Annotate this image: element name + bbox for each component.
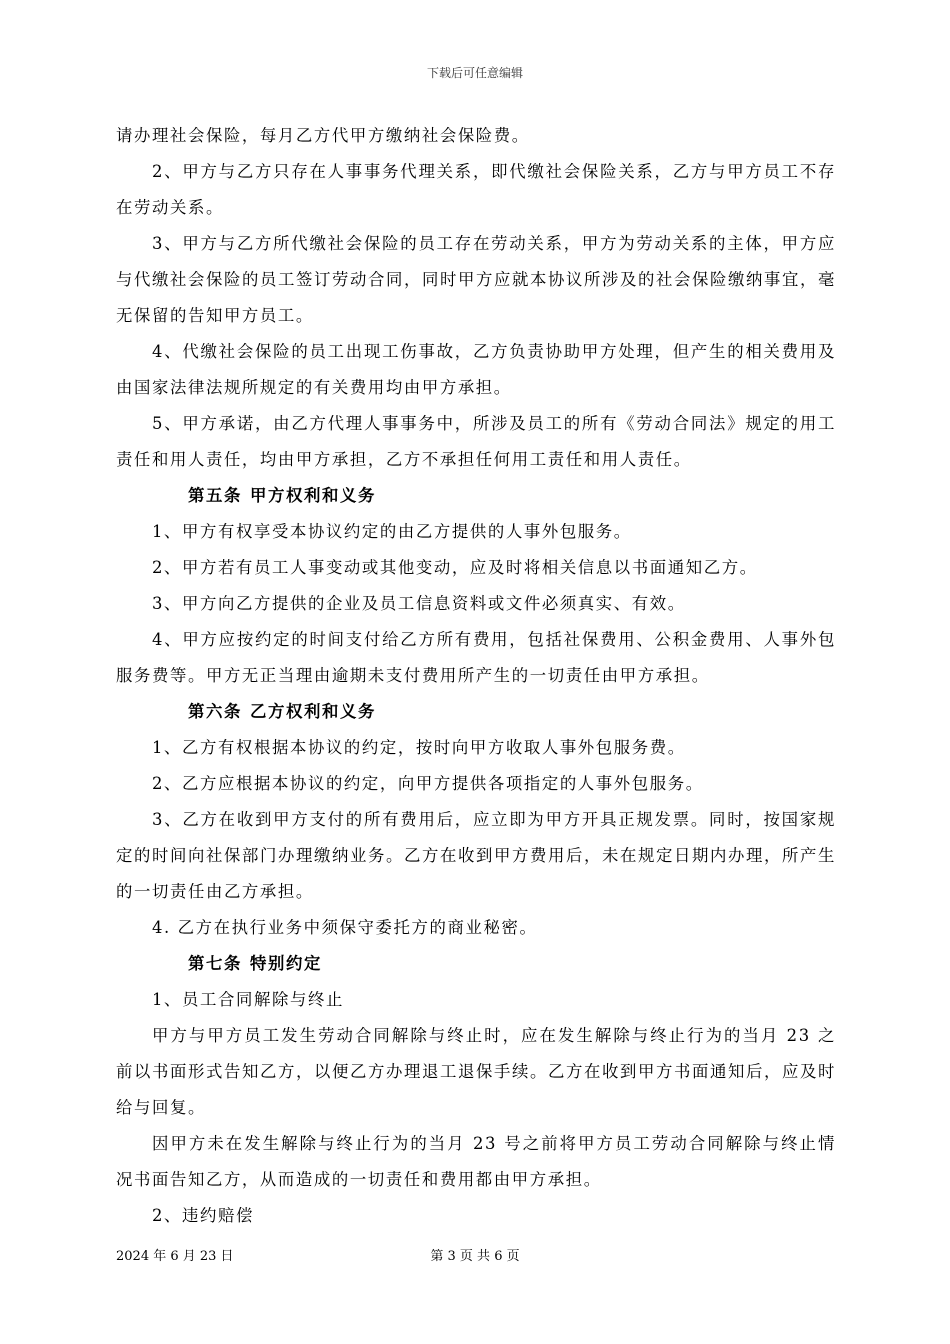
footer-date: 2024 年 6 月 23 日 — [116, 1249, 234, 1264]
paragraph: 请办理社会保险，每月乙方代甲方缴纳社会保险费。 — [116, 126, 530, 145]
paragraph: 4、代缴社会保险的员工出现工伤事故，乙方负责协助甲方处理，但产生的相关费用及由国家法律法规所规定的有关费用均由甲方承担。 — [116, 342, 836, 397]
section-title: 乙方权利和义务 — [250, 702, 376, 721]
section-number: 第五条 — [188, 486, 242, 505]
paragraph: 4、甲方应按约定的时间支付给乙方所有费用，包括社保费用、公积金费用、人事外包服务费等。甲方无正当理由逾期未支付费用所产生的一切责任由甲方承担。 — [116, 630, 836, 685]
paragraph: 1、乙方有权根据本协议的约定，按时向甲方收取人事外包服务费。 — [152, 738, 686, 757]
document-body — [116, 118, 836, 1234]
paragraph: 2、乙方应根据本协议的约定，向甲方提供各项指定的人事外包服务。 — [152, 774, 704, 793]
section-title: 特别约定 — [250, 954, 322, 973]
paragraph: 2、甲方与乙方只存在人事事务代理关系，即代缴社会保险关系，乙方与甲方员工不存在劳动关系。 — [116, 162, 836, 217]
paragraph: 2、违约赔偿 — [152, 1206, 254, 1225]
page-header-note: 下载后可任意编辑 — [426, 66, 523, 80]
paragraph: 甲方与甲方员工发生劳动合同解除与终止时，应在发生解除与终止行为的当月 23 之前以书面形式告知乙方，以便乙方办理退工退保手续。乙方在收到甲方书面通知后，应及时给与回复。 — [116, 1026, 836, 1117]
section-title: 甲方权利和义务 — [250, 486, 376, 505]
paragraph: 4. 乙方在执行业务中须保守委托方的商业秘密。 — [152, 918, 538, 937]
paragraph: 因甲方未在发生解除与终止行为的当月 23 号之前将甲方员工劳动合同解除与终止情况书面告知乙方，从而造成的一切责任和费用都由甲方承担。 — [116, 1134, 836, 1189]
section-heading — [116, 946, 836, 982]
paragraph: 3、甲方与乙方所代缴社会保险的员工存在劳动关系，甲方为劳动关系的主体，甲方应与代缴社会保险的员工签订劳动合同，同时甲方应就本协议所涉及的社会保险缴纳事宜，毫无保留的告知甲方员工。 — [116, 234, 836, 325]
section-number: 第六条 — [188, 702, 242, 721]
paragraph: 2、甲方若有员工人事变动或其他变动，应及时将相关信息以书面通知乙方。 — [152, 558, 758, 577]
paragraph: 3、甲方向乙方提供的企业及员工信息资料或文件必须真实、有效。 — [152, 594, 686, 613]
paragraph: 1、甲方有权享受本协议约定的由乙方提供的人事外包服务。 — [152, 522, 632, 541]
section-heading — [116, 478, 836, 514]
section-number: 第七条 — [188, 954, 242, 973]
paragraph: 3、乙方在收到甲方支付的所有费用后，应立即为甲方开具正规发票。同时，按国家规定的时间向社保部门办理缴纳业务。乙方在收到甲方费用后，未在规定日期内办理，所产生的一切责任由乙方承担。 — [116, 810, 836, 901]
section-heading — [116, 694, 836, 730]
paragraph: 1、员工合同解除与终止 — [152, 990, 344, 1009]
paragraph: 5、甲方承诺，由乙方代理人事事务中，所涉及员工的所有《劳动合同法》规定的用工责任和用人责任，均由甲方承担，乙方不承担任何用工责任和用人责任。 — [116, 414, 836, 469]
footer-page-number: 第 3 页 共 6 页 — [430, 1249, 520, 1264]
